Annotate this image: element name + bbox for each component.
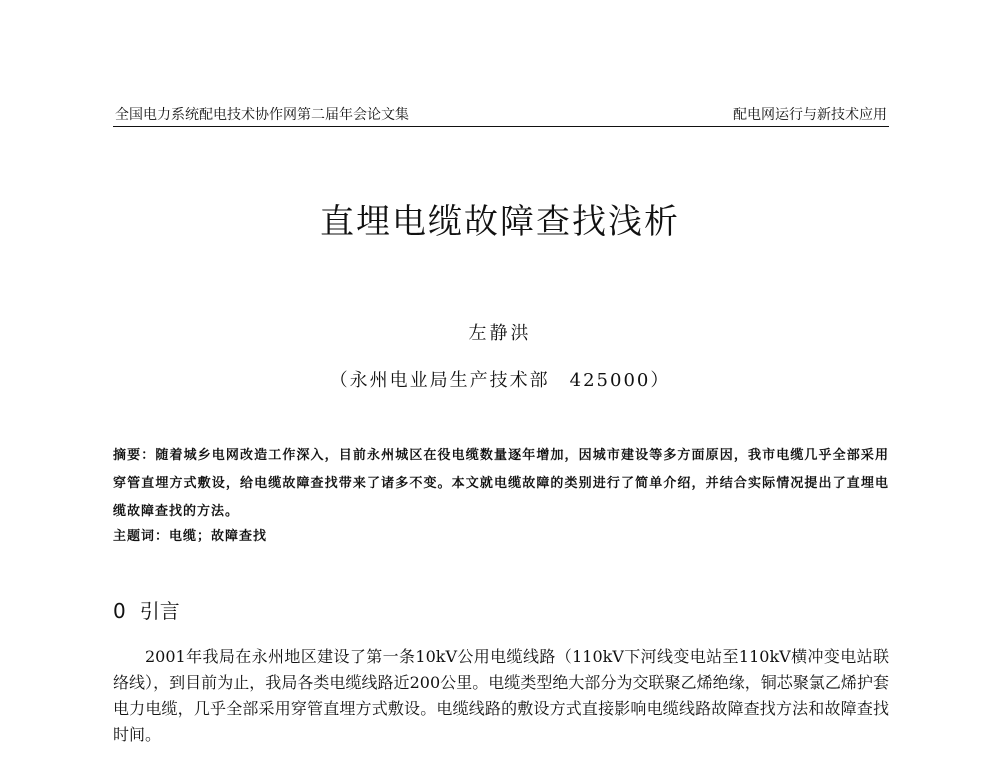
keywords-text: 电缆；故障查找 xyxy=(169,529,268,544)
header-section-title: 配电网运行与新技术应用 xyxy=(733,107,887,123)
author-name: 左静洪 xyxy=(468,323,532,344)
section-number: 0 xyxy=(113,599,126,623)
abstract-text: 随着城乡电网改造工作深入，目前永州城区在役电缆数量逐年增加，因城市建设等多方面原因，我市电缆几乎全部采用穿管直埋方式敷设，给电缆故障查找带来了诸多不变。本文就电缆故障的类别进行了简单介绍，并结合实际情况提出了直埋电缆故障查找的方法。 xyxy=(113,448,889,519)
abstract-label: 摘要： xyxy=(113,448,156,463)
section-heading xyxy=(113,598,180,624)
section-title: 引言 xyxy=(139,599,180,623)
body-paragraph: 2001年我局在永州地区建设了第一条10kV公用电缆线路（110kV下河线变电站至110kV横冲变电站联络线），到目前为止，我局各类电缆线路近200公里。电缆类型绝大部分为交联聚乙烯绝缘，铜芯聚氯乙烯护套电力电缆，几乎全部采用穿管直埋方式敷设。电缆线路的敷设方式直接影响电缆线路故障查找方法和故障查找时间。 xyxy=(113,647,889,744)
keywords xyxy=(113,524,889,550)
header-proceedings-title: 全国电力系统配电技术协作网第二届年会论文集 xyxy=(115,107,409,123)
keywords-label: 主题词： xyxy=(113,529,170,544)
running-header xyxy=(113,106,889,127)
author-affiliation: （永州电业局生产技术部 425000） xyxy=(329,370,671,391)
paper-title: 直埋电缆故障查找浅析 xyxy=(320,202,680,242)
abstract xyxy=(113,442,889,526)
